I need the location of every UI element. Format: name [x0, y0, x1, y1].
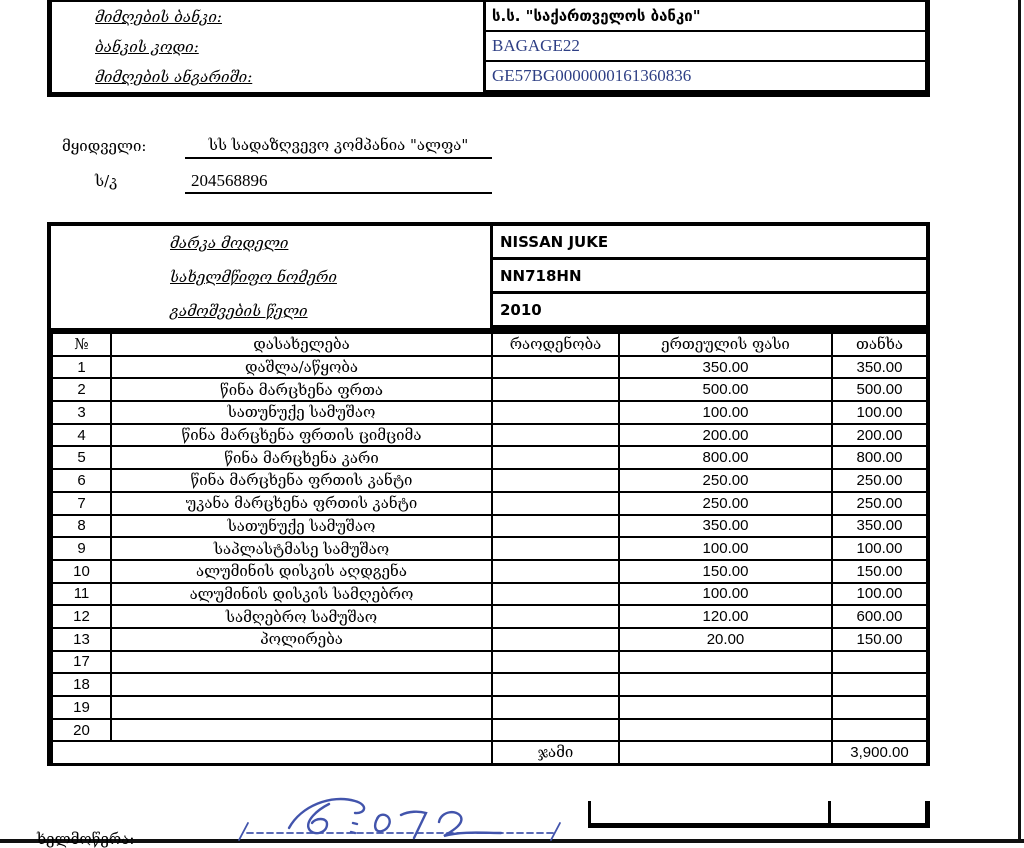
- row-amount: [832, 651, 927, 674]
- row-no: 12: [52, 605, 111, 628]
- row-unit-price: 200.00: [619, 424, 832, 447]
- row-qty: [492, 560, 619, 583]
- table-row: [52, 424, 927, 447]
- vehicle-plate-label: სახელმწიფო ნომერი: [170, 268, 337, 286]
- row-unit-price: 250.00: [619, 492, 832, 515]
- row-no: 20: [52, 719, 111, 742]
- row-amount: 100.00: [832, 537, 927, 560]
- header-unit-price: ერთეულის ფასი: [619, 333, 832, 356]
- items-header-row: [52, 333, 927, 356]
- bank-code-value: BAGAGE22: [483, 32, 925, 62]
- row-qty: [492, 515, 619, 538]
- row-amount: 150.00: [832, 628, 927, 651]
- row-amount: 500.00: [832, 378, 927, 401]
- estimate-box: [47, 222, 930, 766]
- row-name: წინა მარცხენა კარი: [111, 446, 492, 469]
- row-amount: 250.00: [832, 469, 927, 492]
- row-no: 18: [52, 673, 111, 696]
- vehicle-year-value: 2010: [490, 294, 926, 328]
- row-no: 6: [52, 469, 111, 492]
- total-row: [52, 741, 927, 764]
- row-qty: [492, 378, 619, 401]
- row-unit-price: 100.00: [619, 583, 832, 606]
- row-qty: [492, 469, 619, 492]
- table-row: [52, 719, 927, 742]
- row-unit-price: 20.00: [619, 628, 832, 651]
- row-unit-price: 350.00: [619, 515, 832, 538]
- row-qty: [492, 651, 619, 674]
- table-row: [52, 356, 927, 379]
- header-amount: თანხა: [832, 333, 927, 356]
- row-amount: 350.00: [832, 356, 927, 379]
- row-name: [111, 673, 492, 696]
- row-qty: [492, 583, 619, 606]
- vehicle-details: [51, 226, 926, 332]
- row-qty: [492, 424, 619, 447]
- bank-details-box: [47, 0, 930, 97]
- vehicle-make-value: NISSAN JUKE: [490, 226, 926, 260]
- row-qty: [492, 356, 619, 379]
- row-name: წინა მარცხენა ფრთის ციმციმა: [111, 424, 492, 447]
- table-row: [52, 446, 927, 469]
- scan-partial-row-divider: [828, 801, 831, 823]
- row-name: წინა მარცხენა ფრთის კანტი: [111, 469, 492, 492]
- header-name: დასახელება: [111, 333, 492, 356]
- table-row: [52, 583, 927, 606]
- signature-label: ხელმოწერა:: [37, 830, 135, 848]
- table-row: [52, 401, 927, 424]
- row-unit-price: [619, 696, 832, 719]
- bank-account-label: მიმღების ანგარიში:: [95, 68, 253, 86]
- table-row: [52, 537, 927, 560]
- row-qty: [492, 537, 619, 560]
- row-amount: 100.00: [832, 401, 927, 424]
- row-no: 7: [52, 492, 111, 515]
- row-no: 11: [52, 583, 111, 606]
- buyer-label: მყიდველი:: [62, 137, 147, 155]
- row-no: 1: [52, 356, 111, 379]
- row-qty: [492, 628, 619, 651]
- row-unit-price: 100.00: [619, 537, 832, 560]
- handwritten-signature: [233, 792, 573, 843]
- row-unit-price: 500.00: [619, 378, 832, 401]
- row-unit-price: 800.00: [619, 446, 832, 469]
- row-no: 13: [52, 628, 111, 651]
- row-amount: 350.00: [832, 515, 927, 538]
- row-name: ალუმინის დისკის აღდგენა: [111, 560, 492, 583]
- row-amount: [832, 673, 927, 696]
- row-amount: 600.00: [832, 605, 927, 628]
- table-row: [52, 560, 927, 583]
- row-amount: 200.00: [832, 424, 927, 447]
- row-qty: [492, 673, 619, 696]
- buyer-name: სს სადაზღვევო კომპანია "ალფა": [185, 132, 492, 159]
- header-qty: რაოდენობა: [492, 333, 619, 356]
- row-name: საპლასტმასე სამუშაო: [111, 537, 492, 560]
- total-amount: 3,900.00: [832, 741, 927, 764]
- row-qty: [492, 446, 619, 469]
- row-name: დაშლა/აწყობა: [111, 356, 492, 379]
- row-no: 5: [52, 446, 111, 469]
- table-row: [52, 628, 927, 651]
- row-qty: [492, 401, 619, 424]
- row-name: წინა მარცხენა ფრთა: [111, 378, 492, 401]
- vehicle-plate-value: NN718HN: [490, 260, 926, 294]
- row-unit-price: [619, 651, 832, 674]
- row-name: [111, 651, 492, 674]
- total-empty-left: [52, 741, 492, 764]
- row-unit-price: 250.00: [619, 469, 832, 492]
- row-qty: [492, 492, 619, 515]
- row-name: ალუმინის დისკის სამღებრო: [111, 583, 492, 606]
- row-qty: [492, 719, 619, 742]
- row-unit-price: 100.00: [619, 401, 832, 424]
- table-row: [52, 492, 927, 515]
- total-label: ჯამი: [492, 741, 619, 764]
- table-row: [52, 469, 927, 492]
- signature-area: [233, 792, 573, 843]
- row-unit-price: [619, 719, 832, 742]
- row-amount: [832, 719, 927, 742]
- table-row: [52, 696, 927, 719]
- row-no: 2: [52, 378, 111, 401]
- scan-edge-right: [1018, 0, 1021, 843]
- row-no: 3: [52, 401, 111, 424]
- vehicle-year-label: გამოშვების წელი: [170, 302, 308, 320]
- row-no: 19: [52, 696, 111, 719]
- items-table: [51, 332, 928, 766]
- row-amount: 150.00: [832, 560, 927, 583]
- table-row: [52, 605, 927, 628]
- row-qty: [492, 605, 619, 628]
- row-name: სამღებრო სამუშაო: [111, 605, 492, 628]
- row-amount: 800.00: [832, 446, 927, 469]
- table-row: [52, 378, 927, 401]
- row-unit-price: [619, 673, 832, 696]
- row-name: უკანა მარცხენა ფრთის კანტი: [111, 492, 492, 515]
- table-row: [52, 651, 927, 674]
- row-amount: 100.00: [832, 583, 927, 606]
- row-amount: 250.00: [832, 492, 927, 515]
- row-unit-price: 120.00: [619, 605, 832, 628]
- buyer-id-value: 204568896: [185, 167, 492, 194]
- row-unit-price: 350.00: [619, 356, 832, 379]
- row-unit-price: 150.00: [619, 560, 832, 583]
- row-no: 4: [52, 424, 111, 447]
- row-amount: [832, 696, 927, 719]
- table-row: [52, 673, 927, 696]
- total-empty-mid: [619, 741, 832, 764]
- row-no: 17: [52, 651, 111, 674]
- vehicle-make-label: მარკა მოდელი: [170, 234, 289, 252]
- row-name: სათუნუქე სამუშაო: [111, 515, 492, 538]
- buyer-id-label: ს/კ: [95, 172, 118, 190]
- bank-account-value: GE57BG0000000161360836: [483, 62, 925, 92]
- bank-code-label: ბანკის კოდი:: [95, 38, 199, 56]
- row-no: 8: [52, 515, 111, 538]
- scan-partial-row: [588, 801, 930, 828]
- bank-name-value: ს.ს. "საქართველოს ბანკი": [483, 2, 925, 32]
- row-name: სათუნუქე სამუშაო: [111, 401, 492, 424]
- row-qty: [492, 696, 619, 719]
- header-no: №: [52, 333, 111, 356]
- row-name: [111, 696, 492, 719]
- row-no: 10: [52, 560, 111, 583]
- row-name: პოლირება: [111, 628, 492, 651]
- row-no: 9: [52, 537, 111, 560]
- bank-name-label: მიმღების ბანკი:: [95, 8, 222, 26]
- table-row: [52, 515, 927, 538]
- row-name: [111, 719, 492, 742]
